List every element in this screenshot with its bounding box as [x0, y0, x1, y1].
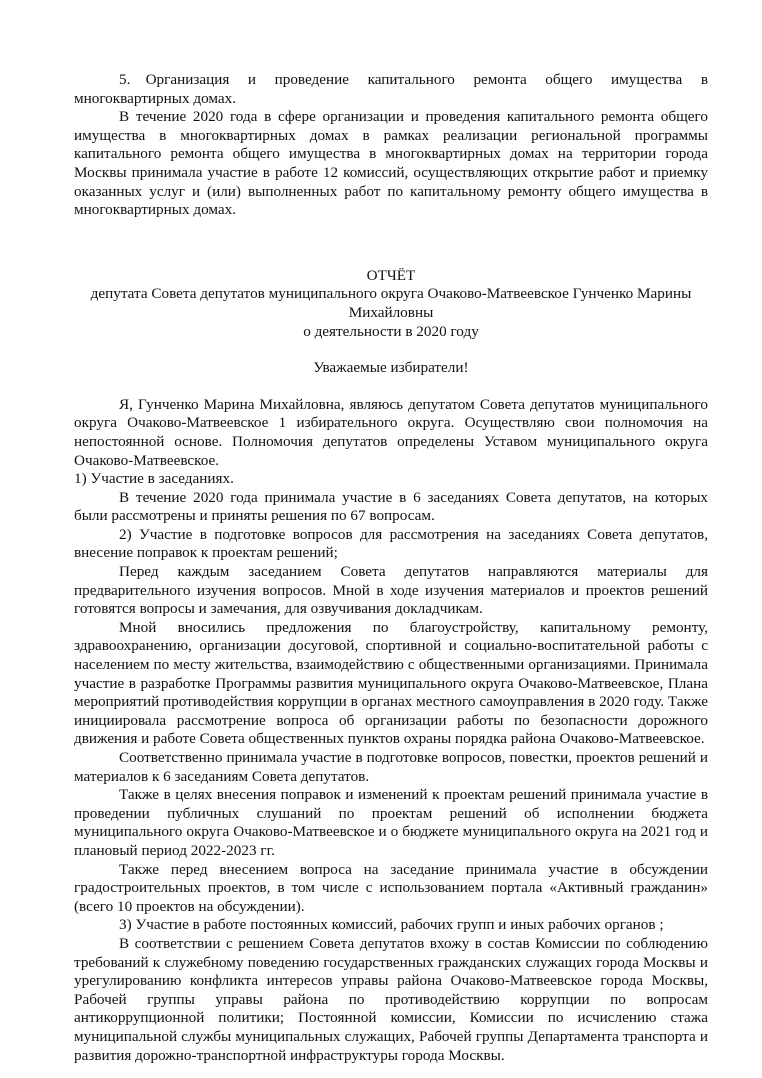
section-5-title: 5. Организация и проведение капитального ремонта общего имущества в многоквартирных домах. [74, 71, 708, 107]
paragraph-intro: Я, Гунченко Марина Михайловна, являюсь депутатом Совета депутатов муниципального округа Очаково-Матвеевское 1 избирательного округа. Осуществляю свои полномочия на непостоянной основе. Полномочия депутатов определены Уставом муниципального округа Очаково-Матвеевское. [74, 395, 708, 469]
list-item-2: 2) Участие в подготовке вопросов для рассмотрения на заседаниях Совета депутатов, внесение поправок к проектам решений; [74, 525, 708, 562]
paragraph-proposals: Мной вносились предложения по благоустройству, капитальному ремонту, здравоохранению, организации досуговой, спортивной и социально-воспитательной работы с населением по месту жительства, взаимодействию с общественными организациями. Принимала участие в разработке Программы развития муниципального округа Очаково-Матвеевское, Плана мероприятий противодействия коррупции в органах местного самоуправления в 2020 году. Также инициировала рассмотрение вопроса об организации работы по безопасности дорожного движения и работе Совета общественных пунктов охраны порядка района Очаково-Матвеевское. [74, 618, 708, 748]
report-subtitle-line3: о деятельности в 2020 году [303, 322, 479, 340]
report-subtitle-line1: депутата Совета депутатов муниципального округа Очаково-Матвеевское Гунченко Марины [90, 285, 692, 303]
paragraph-preparation: Соответственно принимала участие в подготовке вопросов, повестки, проектов решений и материалов к 6 заседаниям Совета депутатов. [74, 749, 708, 785]
section-5-body: В течение 2020 года в сфере организации и проведения капитального ремонта общего имущества в многоквартирных домах в рамках реализации региональной программы капитального ремонта общего имущества в многоквартирных домах на территории города Москвы принимала участие в работе 12 комиссий, осуществляющих открытие работ и приемку оказанных услуг и (или) выполненных работ по капитальному ремонту общего имущества в многоквартирных домах. [74, 108, 708, 219]
paragraph-materials: Перед каждым заседанием Совета депутатов направляются материалы для предварительного изучения вопросов. Мной в ходе изучения материалов и проектов решений готовятся вопросы и замечания, для озвучивания докладчикам. [74, 563, 708, 618]
greeting: Уважаемые избиратели! [313, 359, 469, 377]
list-item-1: 1) Участие в заседаниях. [74, 470, 234, 488]
paragraph-sessions: В течение 2020 года принимала участие в 6 заседаниях Совета депутатов, на которых были рассмотрены и приняты решения по 67 вопросам. [74, 488, 708, 525]
paragraph-commissions: В соответствии с решением Совета депутатов вхожу в состав Комиссии по соблюдению требований к служебному поведению государственных гражданских служащих города Москвы и урегулированию конфликта интересов управы района Очаково-Матвеевское города Москвы, Рабочей группы управы района по противодействию коррупции по вопросам антикоррупционной политики; Постоянной комиссии, Комиссии по исчислению стажа муниципальной службы муниципальных служащих, Рабочей группы Департамента транспорта и развития дорожно-транспортной инфраструктуры города Москвы. [74, 934, 708, 1064]
spacer [74, 341, 708, 359]
report-subtitle-line2: Михайловны [348, 303, 434, 321]
report-title: ОТЧЁТ [366, 266, 416, 284]
spacer [74, 220, 708, 267]
paragraph-hearings: Также в целях внесения поправок и изменений к проектам решений принимала участие в проведении публичных слушаний по проектам решений об исполнении бюджета муниципального округа Очаково-Матвеевское и о бюджете муниципального округа на 2021 год и плановый период 2022-2023 гг. [74, 786, 708, 859]
list-item-3: 3) Участие в работе постоянных комиссий, рабочих групп и иных рабочих органов ; [119, 916, 664, 934]
paragraph-urban-projects: Также перед внесением вопроса на заседание принимала участие в обсуждении градостроительных проектов, в том числе с использованием портала «Активный гражданин» (всего 10 проектов на обсуждении). [74, 860, 708, 915]
spacer [74, 378, 708, 396]
report-heading [74, 267, 708, 341]
